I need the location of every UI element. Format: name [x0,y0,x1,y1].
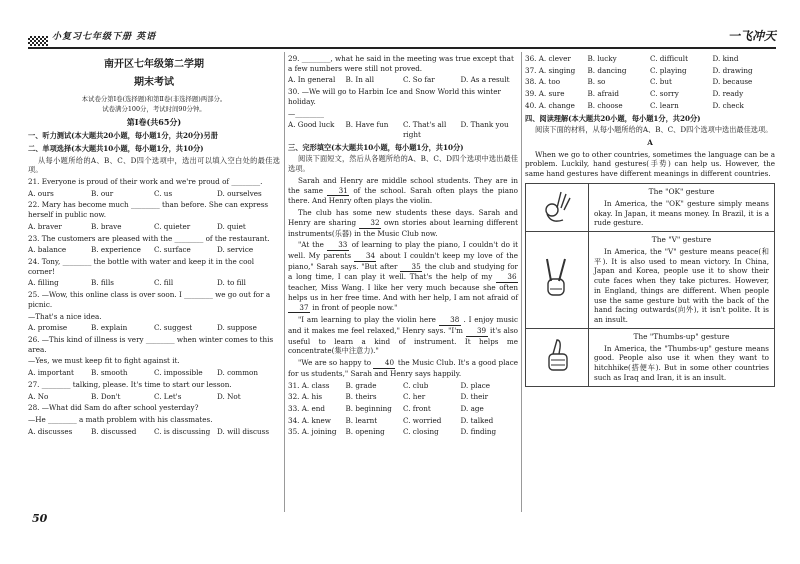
cloze-paragraph [288,176,518,206]
v-hand-icon [537,255,577,306]
question-reply: —He ________ a math problem with his classmates. [28,415,213,425]
question-stem: 27. ________ talking, please. It's time to start our lesson. [28,379,232,389]
question-reply: —Yes, we must keep fit to fight against it. [28,356,180,366]
option: B. explain [91,323,128,333]
option: C. quieter [154,221,191,231]
option: A. braver [28,221,62,231]
column-divider [521,52,522,512]
option-row [28,278,280,288]
reading-intro: When we go to other countries, sometimes the language can be a problem. Luckily, hand gestures(手势) can help us. However, the same hand gestures have different meanings in different countries. [525,149,775,179]
question-stem: 23. The customers are pleased with the ________ of the restaurant. [28,233,270,243]
option: B. choose [587,100,623,110]
passage-label: A [647,138,653,148]
question-stem: 21. Everyone is proud of their work and we're proud of ________. [28,176,263,186]
option: C. Let's [154,391,182,401]
column-3 [525,52,775,387]
cloze-blank: 39 [466,326,488,337]
option: 37. A. singing [525,65,576,75]
cloze-description: 阅读下面短文，然后从各题所给的A、B、C、D四个选项中选出最佳选项。 [288,154,518,174]
option: D. As a result [460,75,510,85]
option-row [28,222,280,232]
cloze-paragraph [288,315,518,356]
section-listening: 一、听力测试(本大题共20小题，每小题1分，共20分)另册 [28,131,218,141]
cloze-text: teacher, Miss Wang. I like her very much because she often helps us in her free time. And with her help, I am not afraid of [288,283,518,302]
section-reading: 四、阅读理解(本大题共20小题，每小题1分，共20分) [525,113,701,123]
option: C. sorry [650,89,679,99]
exam-title: 期末考试 [134,76,174,88]
cloze-text: . I enjoy music and it makes me feel relaxed," Henry says. "I'm [288,315,518,335]
option-row [288,120,518,139]
option: C. learn [650,100,679,110]
cloze-text: "We are so happy to [298,358,372,368]
option: C. her [403,392,426,402]
option: D. ready [712,89,744,99]
gesture-description [589,184,774,231]
mcq-list [288,54,518,140]
cloze-blank: 37 [288,303,310,314]
option: D. their [460,392,489,402]
option: C. worried [403,415,442,425]
section-cloze: 三、完形填空(本大题共10小题，每小题1分，共10分) [288,142,464,152]
option: C. closing [403,427,439,437]
option-row [525,66,775,76]
exam-note-1: 本试卷分第Ⅰ卷(选择题)和第Ⅱ卷(非选择题)两部分。 [81,95,227,103]
option: A. balance [28,245,67,255]
gesture-title: The "OK" gesture [648,186,715,196]
question-stem: 29. ________, what he said in the meeting was true except that a few numbers were still not proved. [288,54,514,73]
gesture-picture [526,329,589,386]
option: A. Good luck [288,120,335,130]
cloze-text: of learning to play the piano, I couldn't do it well. My parents [288,240,519,260]
option: 36. A. clever [525,54,571,63]
option: D. to fill [217,278,246,288]
question-stem: 24. Tony, ________ the bottle with water and keep it in the cool corner! [28,256,255,276]
section-description: 从每小题所给的A、B、C、D四个选项中，选出可以填入空白处的最佳选项。 [28,155,280,175]
option: D. will discuss [217,426,270,436]
gesture-row [525,183,775,232]
option: D. age [460,404,484,413]
brand-logo: 一飞冲天 [727,29,776,43]
option: C. playing [650,65,687,75]
option: D. Thank you [460,120,509,130]
option: C. fill [154,278,174,288]
option-row [288,75,518,85]
option: D. because [712,77,753,87]
option: B. Don't [91,391,121,401]
option: A. No [28,391,49,401]
option: B. Have fun [345,120,389,130]
option: A. In general [288,75,336,85]
option: D. drawing [712,65,753,75]
option-row [28,189,280,199]
question-reply: —That's a nice idea. [28,311,102,321]
reading-description: 阅读下面的材料，从每小题所给的A、B、C、D四个选项中选出最佳选项。 [535,125,773,135]
option-row [288,427,518,437]
cloze-options [525,54,775,111]
part-1-title: 第Ⅰ卷(共65分) [126,117,182,128]
option: B. discussed [91,426,137,436]
option: D. check [712,100,744,110]
cloze-text: of the school. Sarah often plays the piano there. And Henry often plays the violin. [288,185,518,206]
option: C. That's all right [403,120,447,140]
option: C. is discussing [154,426,211,436]
option: 32. A. his [288,392,323,402]
cloze-options [288,381,518,438]
option: A. promise [28,323,68,333]
cloze-text: it's also useful to learn a kind of instrument. It helps me concentrate(集中注意力)." [288,325,518,356]
option: C. impossible [154,368,203,378]
option: B. learnt [345,415,378,425]
option: B. In all [345,75,374,85]
option: C. club [403,380,429,390]
cloze-text: "I am learning to play the violin here [298,315,436,325]
option: D. finding [460,427,497,437]
cloze-blank: 33 [327,240,349,251]
question-stem: 25. —Wow, this online class is over soon. I ________ we go out for a picnic. [28,290,271,309]
option-row [28,323,280,333]
book-title: 小复习七年级下册 英语 [52,32,157,42]
cloze-text: the Music Club. It's a good place for us students," Sarah and Henry says happily. [288,358,518,378]
exam-note-2: 试卷满分100分，考试时间90分钟。 [102,104,206,113]
column-divider [284,52,285,512]
gesture-text: In America, the "OK" gesture simply means okay. In Japan, it means money. In Brazil, it is a rude gesture. [594,198,769,228]
cloze-text: "At the [298,240,324,250]
gesture-picture [526,184,589,231]
gesture-text: In America, the "V" gesture means peace(和平). It is also used to mean victory. In China, Japan and Korea, people use it to show their cute faces when they take pictures. However, in England, things are different. When people use the same gesture but with the back of the hand facing outwards(向外), it isn't polite. It is an insult. [594,247,769,325]
option-row [288,392,518,402]
option-row [288,381,518,391]
option: 39. A. sure [525,89,565,99]
cloze-paragraph [288,208,518,238]
option: D. quiet [217,221,246,231]
gesture-table [525,183,775,387]
option: A. discusses [28,426,73,436]
option: 40. A. change [525,100,575,110]
gesture-row [525,232,775,329]
option-row [288,416,518,426]
cloze-paragraph [288,240,518,313]
option: B. lucky [587,54,617,63]
cloze-blank: 38 [439,315,461,326]
option-row [525,54,775,64]
school-title: 南开区七年级第二学期 [104,59,204,70]
cloze-blank: 35 [400,262,422,273]
option: D. Not [217,391,241,401]
option: B. afraid [587,89,619,99]
option: A. ours [28,188,54,198]
option: 35. A. joining [288,427,337,437]
cloze-text: own stories about learning different instruments(乐器) in the Music Club now. [288,217,518,238]
cloze-text: about I couldn't keep my love of the piano," Sarah says. "But after [288,250,518,271]
option: B. experience [91,245,141,255]
cloze-blank: 40 [373,358,395,369]
option: D. ourselves [217,188,262,198]
gesture-text: In America, the "Thumbs-up" gesture means good. People also use it when they want to hitchhike(搭便车). But in some other countries such as Iraq and Iran, it is an insult. [594,343,769,382]
option: 33. A. end [288,404,325,413]
option-row [525,101,775,111]
column-2 [288,52,518,437]
option: 34. A. knew [288,415,331,425]
column-1 [28,52,280,436]
page-number: 50 [32,512,48,525]
cloze-blank: 36 [496,272,518,283]
cloze-paragraph [288,358,518,378]
option: B. smooth [91,368,128,378]
option-row [28,392,280,402]
option: D. talked [460,415,494,425]
gesture-description [589,329,774,386]
option: 38. A. too [525,77,561,87]
option: D. suppose [217,323,257,333]
option: B. beginning [345,404,392,413]
option: 31. A. class [288,380,330,390]
option: C. surface [154,245,191,255]
mcq-list [28,177,280,437]
option-row [288,404,518,414]
question-stem: 30. —We will go to Harbin Ice and Snow World this winter holiday. [288,87,501,106]
option: C. difficult [650,54,688,63]
option: B. dancing [587,65,627,75]
section-single-choice: 二、单项选择(本大题共10小题，每小题1分，共10分) [28,143,204,153]
thumbs-up-icon [537,336,577,379]
option: B. opening [345,427,385,437]
gesture-title: The "Thumbs-up" gesture [633,331,730,341]
option: D. kind [712,54,739,63]
option-row [28,427,280,437]
question-stem: 28. —What did Sam do after school yesterday? [28,403,199,413]
option: A. important [28,368,74,378]
option: B. brave [91,221,122,231]
gesture-description [589,232,774,328]
cloze-text: in front of people now." [312,302,398,312]
option-row [28,245,280,255]
question-stem: 22. Mary has become much ________ than before. She can express herself in public now. [28,200,269,220]
cloze-blank: 31 [327,186,349,197]
option-row [525,89,775,99]
gesture-picture [526,232,589,328]
option: B. theirs [345,392,377,402]
page-header [28,30,776,46]
question-reply: —________ [288,108,324,118]
header-divider [28,47,776,49]
option: C. us [154,188,173,198]
option-row [525,77,775,87]
cloze-blank: 34 [354,251,376,262]
option: B. grade [345,380,377,390]
option: A. filling [28,278,59,288]
cloze-blank: 32 [359,218,381,229]
option-row [28,368,280,378]
option: C. So far [403,75,435,85]
cloze-text: Sarah and Henry are middle school students. They are in the same [288,175,518,195]
option: D. place [460,380,491,390]
option: C. but [650,77,672,87]
option: D. common [217,368,259,378]
option: B. our [91,188,114,198]
ok-hand-icon [537,186,577,229]
option: D. service [217,245,254,255]
option: C. suggest [154,323,193,333]
cloze-text: the club and studying for a long time, I can play it well. That's the help of my [288,261,518,282]
gesture-row [525,329,775,387]
option: B. so [587,77,606,87]
gesture-title: The "V" gesture [651,235,712,245]
cloze-text: The club has some new students these days. Sarah and Henry are sharing [288,208,518,227]
option: C. front [403,404,431,413]
question-stem: 26. —This kind of illness is very ________ when winter comes to this area. [28,335,274,354]
option: B. fills [91,278,114,288]
